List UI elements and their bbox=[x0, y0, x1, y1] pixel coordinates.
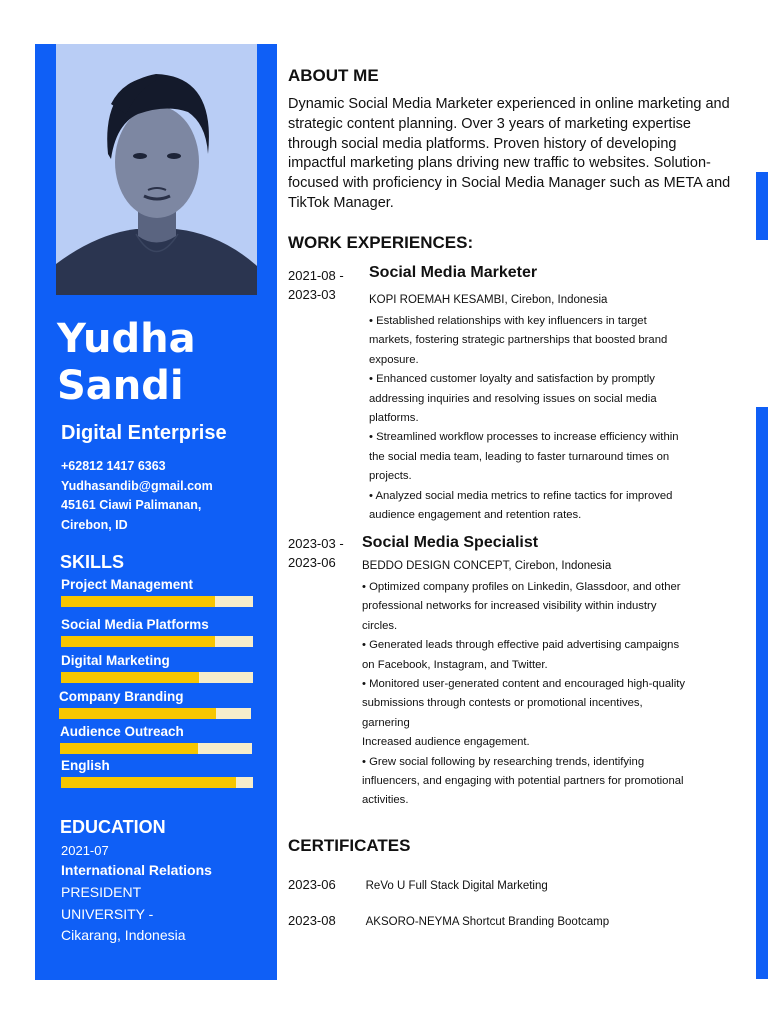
job-description-line: audience engagement and retention rates. bbox=[369, 509, 582, 522]
edge-accent-bar bbox=[756, 407, 768, 979]
role-title: Digital Enterprise bbox=[61, 422, 227, 444]
job-description-line: • Streamlined workflow processes to increase efficiency within bbox=[369, 431, 679, 444]
job-description-line: • Enhanced customer loyalty and satisfaction by promptly bbox=[369, 373, 655, 386]
skill-level-fill bbox=[61, 777, 236, 788]
job-description-line: the social media team, leading to faster turnaround times on bbox=[369, 450, 670, 463]
first-name: Yudha bbox=[57, 316, 196, 362]
job-description-line: • Optimized company profiles on Linkedin, Glassdoor, and other bbox=[362, 581, 681, 593]
skill-label: Digital Marketing bbox=[61, 653, 170, 668]
job-description-line: influencers, and engaging with potential partners for promotional bbox=[362, 775, 684, 788]
job-date-start: 2021-08 - bbox=[288, 268, 344, 283]
job-description-line: • Grew social following by researching trends, identifying bbox=[362, 755, 645, 768]
certificate-name: ReVo U Full Stack Digital Marketing bbox=[365, 880, 548, 892]
skill-label: Company Branding bbox=[59, 689, 184, 704]
skill-level-bar bbox=[60, 743, 252, 754]
certificate-name: AKSORO-NEYMA Shortcut Branding Bootcamp bbox=[365, 916, 610, 928]
address-line-2: Cirebon, ID bbox=[61, 517, 128, 532]
job-description-line: Increased audience engagement. bbox=[362, 736, 530, 749]
school-line-3: Cikarang, Indonesia bbox=[61, 927, 186, 943]
skills-heading: SKILLS bbox=[60, 552, 125, 572]
school-line-2: UNIVERSITY - bbox=[61, 905, 154, 922]
job-company: KOPI ROEMAH KESAMBI, Cirebon, Indonesia bbox=[369, 294, 608, 306]
skill-level-fill bbox=[59, 708, 216, 719]
job-description-line: professional networks for increased visibility within industry bbox=[362, 600, 657, 613]
school-line-1: PRESIDENT bbox=[61, 884, 142, 900]
skill-item bbox=[60, 724, 252, 739]
sidebar bbox=[35, 44, 277, 980]
job-description bbox=[369, 312, 679, 525]
job-date-range bbox=[288, 534, 344, 572]
skill-level-bar bbox=[61, 777, 253, 788]
job-description-line: projects. bbox=[369, 470, 412, 483]
certificate-date: 2023-06 bbox=[288, 877, 336, 892]
job-description-line: platforms. bbox=[369, 412, 419, 425]
skill-level-bar bbox=[59, 708, 251, 719]
skill-item bbox=[59, 689, 251, 704]
job-date-start: 2023-03 - bbox=[288, 536, 344, 551]
phone-number: +62812 1417 6363 bbox=[61, 459, 166, 473]
certificate-row bbox=[288, 877, 548, 892]
profile-photo bbox=[56, 44, 257, 295]
person-name bbox=[57, 316, 196, 410]
job-description-line: markets, fostering strategic partnerships that boosted brand bbox=[369, 334, 668, 347]
last-name: Sandi bbox=[57, 363, 184, 409]
job-description-line: exposure. bbox=[369, 353, 419, 366]
job-date-end: 2023-03 bbox=[288, 287, 336, 302]
job-description-line: submissions through contests or promotional incentives, bbox=[362, 697, 643, 710]
skill-item bbox=[61, 617, 253, 632]
skill-level-fill bbox=[61, 596, 215, 607]
job-description-line: addressing inquiries and resolving issues on social media bbox=[369, 392, 657, 405]
education-date: 2021-07 bbox=[61, 843, 109, 858]
job-description-line: on Facebook, Instagram, and Twitter. bbox=[362, 658, 548, 671]
job-description-line: activities. bbox=[362, 794, 409, 807]
education-school bbox=[61, 882, 261, 947]
skill-level-fill bbox=[61, 672, 199, 683]
skill-level-bar bbox=[61, 596, 253, 607]
skill-label: Social Media Platforms bbox=[61, 617, 209, 632]
email-address: Yudhasandib@gmail.com bbox=[61, 478, 213, 493]
job-description-line: • Monitored user-generated content and encouraged high-quality bbox=[362, 678, 685, 691]
certificate-date: 2023-08 bbox=[288, 913, 336, 928]
certificate-row bbox=[288, 913, 609, 928]
skill-level-bar bbox=[61, 672, 253, 683]
job-description-line: • Established relationships with key influencers in target bbox=[369, 315, 647, 327]
edge-accent-bar bbox=[756, 172, 768, 240]
address-line-1: 45161 Ciawi Palimanan, bbox=[61, 498, 202, 512]
certificates-heading: CERTIFICATES bbox=[288, 836, 411, 855]
skill-label: Audience Outreach bbox=[60, 724, 184, 739]
about-text: Dynamic Social Media Marketer experienced in online marketing and strategic content planning. Over 3 years of marketing expertise through social media platforms. Proven history of developing impactful marketing plans driving new traffic to websites. Solution-focused with proficiency in Social Media Manager such as META and TikTok Manager. bbox=[288, 96, 731, 211]
job-company: BEDDO DESIGN CONCEPT, Cirebon, Indonesia bbox=[362, 560, 612, 572]
job-description-line: • Generated leads through effective paid advertising campaigns bbox=[362, 639, 680, 652]
job-description-line: • Analyzed social media metrics to refine tactics for improved bbox=[369, 489, 673, 502]
skill-label: Project Management bbox=[61, 577, 194, 592]
skill-level-bar bbox=[61, 636, 253, 647]
education-degree: International Relations bbox=[61, 861, 212, 878]
skill-item bbox=[61, 653, 253, 668]
work-heading: WORK EXPERIENCES: bbox=[288, 233, 474, 252]
job-date-end: 2023-06 bbox=[288, 555, 336, 570]
contact-info bbox=[61, 457, 213, 535]
job-title: Social Media Marketer bbox=[369, 264, 538, 281]
skill-level-fill bbox=[60, 743, 198, 754]
job-description bbox=[362, 578, 685, 811]
job-date-range bbox=[288, 266, 344, 304]
skill-label: English bbox=[61, 758, 110, 773]
education-entry bbox=[61, 841, 261, 947]
job-description-line: circles. bbox=[362, 619, 398, 632]
skill-level-fill bbox=[61, 636, 215, 647]
skill-item bbox=[61, 758, 253, 773]
education-heading: EDUCATION bbox=[60, 817, 166, 837]
job-title: Social Media Specialist bbox=[362, 534, 539, 551]
job-description-line: garnering bbox=[362, 716, 410, 729]
skill-item bbox=[61, 577, 253, 592]
about-heading: ABOUT ME bbox=[288, 66, 379, 85]
